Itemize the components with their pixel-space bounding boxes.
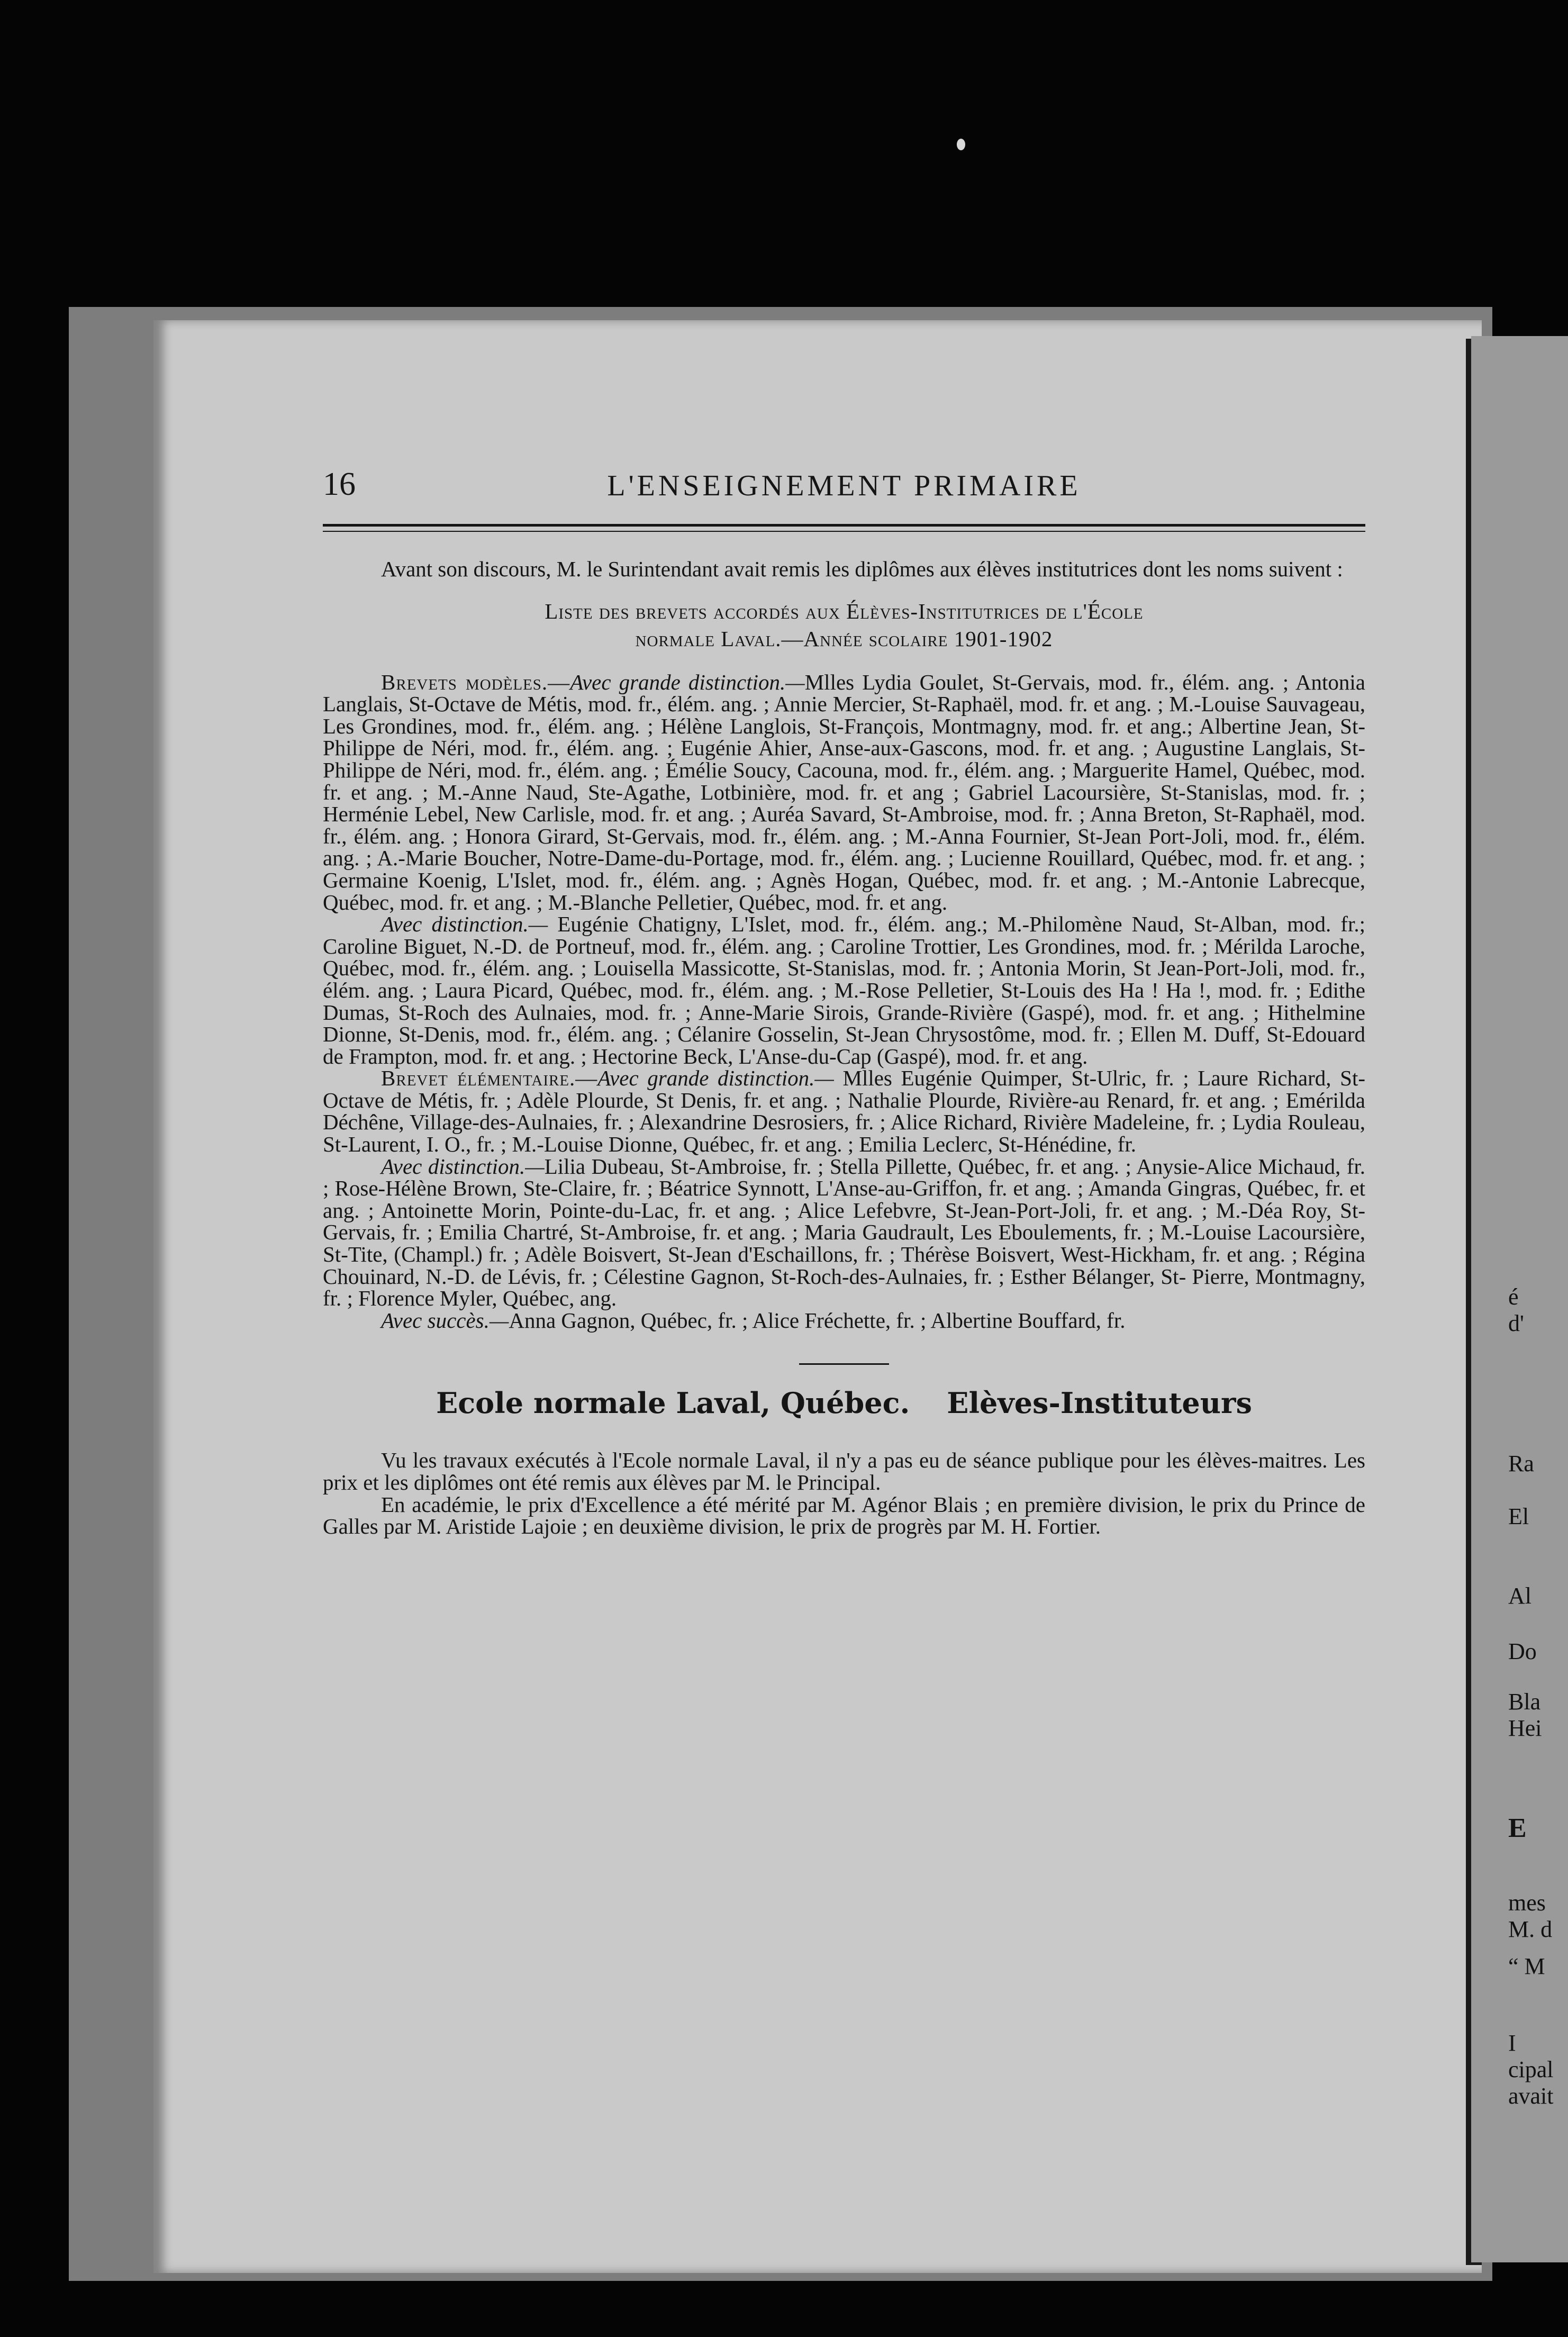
section2-paragraph: En académie, le prix d'Excellence a été mérité par M. Agénor Blais ; en première division, le prix du Prince de Galles par M. Aristide Lajoie ; en deuxième division, le prix de progrès par M. H. Fortier. <box>323 1492 1365 1539</box>
names-list: Mlles Lydia Goulet, St-Gervais, mod. fr., élém. ang. ; Antonia Langlais, St-Octave de Métis, mod. fr., élém. ang. ; Annie Mercier, St-Raphaël, mod. fr. et ang. ; M.-Louise Sauvageau, Les Grondines, mod. fr., élém. ang. ; Hélène Langlois, St-François, Montmagny, mod. fr. et ang.; Albertine Jean, St-Philippe de Néri, mod. fr., élém. ang. ; Eugénie Ahier, Anse-aux-Gascons, mod. fr. et ang. ; Augustine Langlais, St-Philippe de Néri, mod. fr., élém. ang. ; Émélie Soucy, Cacouna, mod. fr., élém. ang. ; Marguerite Hamel, Québec, mod. fr. et ang. ; M.-Anne Naud, Ste-Agathe, Lotbinière, mod. fr. et ang ; Gabriel Lacoursière, St-Stanislas, mod. fr. ; Herménie Lebel, New Carlisle, mod. fr. et ang. ; Auréa Savard, St-Ambroise, mod. fr. ; Anna Breton, St-Raphaël, mod. fr., élém. ang. ; Honora Girard, St-Gervais, mod. fr., élém. ang. ; M.-Anna Fournier, St-Jean Port-Joli, mod. fr., élém. ang. ; A.-Marie Boucher, Notre-Dame-du-Portage, mod. fr., élém. ang. ; Lucienne Rouillard, Québec, mod. fr. et ang. ; Germaine Koenig, L'Islet, mod. fr., élém. ang. ; Agnès Hogan, Québec, mod. fr. et ang. ; M.-Antonie Labrecque, Québec, mod. fr. et ang. ; M.-Blanche Pelletier, Québec, mod. fr. et ang. <box>323 669 1365 914</box>
facing-fragment: Ra <box>1508 1451 1534 1477</box>
facing-fragment: Do <box>1508 1638 1537 1664</box>
facing-fragment: “ M <box>1508 1953 1545 1979</box>
section2-paragraph: Vu les travaux exécutés à l'Ecole normale Laval, il n'y a pas eu de séance publique pour les élèves-maitres. Les prix et les diplômes ont été remis aux élèves par M. le Principal. <box>323 1448 1365 1494</box>
facing-fragment: I <box>1508 2030 1516 2056</box>
section-heading-right: Elèves-Instituteurs <box>947 1386 1252 1420</box>
facing-fragment: E <box>1508 1813 1527 1843</box>
section-label: Brevet élémentaire.— <box>381 1066 598 1091</box>
list-title <box>323 597 1365 653</box>
brevet-elementaire-grande-distinction <box>323 1067 1365 1155</box>
facing-fragment: é <box>1508 1284 1519 1310</box>
list-title-line: normale Laval.—Année scolaire 1901-1902 <box>635 626 1053 651</box>
header-rule <box>323 524 1365 532</box>
names-list: Eugénie Chatigny, L'Islet, mod. fr., élém. ang.; M.-Philomène Naud, St-Alban, mod. fr.; Caroline Biguet, N.-D. de Portneuf, mod. fr., élém. ang. ; Caroline Trottier, Les Grondines, mod. fr. ; Mérilda Laroche, Québec, mod. fr., élém. ang. ; Louisella Massicotte, St-Stanislas, mod. fr. ; Antonia Morin, St Jean-Port-Joli, mod. fr., élém. ang. ; Laura Picard, Québec, mod. fr., élém. ang. ; M.-Rose Pelletier, St-Louis des Ha ! Ha !, mod. fr. ; Edithe Dumas, St-Roch des Aulnaies, mod. fr. ; Anne-Marie Sirois, Grande-Rivière (Gaspé), mod. fr. et ang. ; Hithelmine Dionne, St-Denis, mod. fr., élém. ang. ; Célanire Gosselin, St-Jean Chrysostôme, mod. fr. ; Ellen M. Duff, St-Edouard de Frampton, mod. fr. et ang. ; Hectorine Beck, L'Anse-du-Cap (Gaspé), mod. fr. et ang. <box>323 912 1365 1068</box>
names-list: Lilia Dubeau, St-Ambroise, fr. ; Stella Pillette, Québec, fr. et ang. ; Anysie-Alice Michaud, fr. ; Rose-Hélène Brown, Ste-Claire, fr. ; Béatrice Synnott, L'Anse-au-Griffon, fr. et ang. ; Amanda Gingras, Québec, fr. et ang. ; Antoinette Morin, Pointe-du-Lac, fr. et ang. ; Alice Lefebvre, St-Jean-Port-Joli, fr. et ang. ; M.-Déa Roy, St-Gervais, fr. ; Emilia Chartré, St-Ambroise, fr. et ang. ; Maria Gaudrault, Les Eboulements, fr. ; M.-Louise Lacoursière, St-Tite, (Champl.) fr. ; Adèle Boisvert, St-Jean d'Eschaillons, fr. ; Thérèse Boisvert, West-Hickham, fr. et ang. ; Régina Chouinard, N.-D. de Lévis, fr. ; Célestine Gagnon, St-Roch-des-Aulnaies, fr. ; Esther Bélanger, St- Pierre, Montmagny, fr. ; Florence Myler, Québec, ang. <box>323 1154 1365 1311</box>
facing-fragment: M. d <box>1508 1916 1553 1942</box>
distinction-label: Avec grande distinction.— <box>597 1066 834 1091</box>
distinction-label: Avec succès.— <box>381 1308 509 1333</box>
names-list: Mlles Eugénie Quimper, St-Ulric, fr. ; Laure Richard, St-Octave de Métis, fr. ; Adèle Plourde, St Denis, fr. et ang. ; Nathalie Plourde, Rivière-au Renard, fr. et ang. ; Emérilda Déchêne, Village-des-Aulnaies, fr. ; Alexandrine Desrosiers, fr. ; Alice Richard, Rivière Madeleine, fr. ; Lydia Rouleau, St-Laurent, I. O., fr. ; M.-Louise Dionne, Québec, fr. et ang. ; Emilia Leclerc, St-Hénédine, fr. <box>323 1066 1365 1157</box>
section-heading <box>323 1386 1365 1420</box>
brevets-modeles-grande-distinction <box>323 669 1365 914</box>
section-divider <box>799 1363 889 1365</box>
distinction-label: Avec distinction.— <box>381 1154 545 1179</box>
intro-paragraph: Avant son discours, M. le Surintendant avait remis les diplômes aux élèves institutrices dont les noms suivent : <box>381 557 1343 581</box>
page-header <box>323 466 1365 508</box>
facing-page <box>1471 336 1568 2262</box>
names-list: Anna Gagnon, Québec, fr. ; Alice Fréchette, fr. ; Albertine Bouffard, fr. <box>509 1308 1126 1333</box>
section-heading-left: Ecole normale Laval, Québec. <box>436 1386 910 1420</box>
brevets-modeles-distinction <box>323 913 1365 1067</box>
running-title: L'ENSEIGNEMENT PRIMAIRE <box>607 469 1081 502</box>
brevet-elementaire-distinction <box>323 1156 1365 1310</box>
page-number: 16 <box>323 466 356 502</box>
page-content <box>323 466 1365 1538</box>
distinction-label: Avec grande distinction.— <box>570 669 805 694</box>
section-label: Brevets modèles.— <box>381 669 570 694</box>
facing-fragment: avait <box>1508 2083 1554 2109</box>
facing-fragment: d' <box>1508 1310 1524 1336</box>
list-title-line: Liste des brevets accordés aux Élèves-Institutrices de l'École <box>545 599 1144 623</box>
scan-speck <box>957 139 965 150</box>
facing-fragment: Bla <box>1508 1689 1541 1715</box>
facing-fragment: El <box>1508 1503 1529 1529</box>
facing-fragment: mes <box>1508 1890 1546 1916</box>
distinction-label: Avec distinction.— <box>381 912 548 937</box>
facing-fragment: Al <box>1508 1583 1531 1609</box>
facing-fragment: Hei <box>1508 1715 1542 1741</box>
brevet-elementaire-succes <box>323 1310 1365 1332</box>
facing-fragment: cipal <box>1508 2057 1554 2082</box>
